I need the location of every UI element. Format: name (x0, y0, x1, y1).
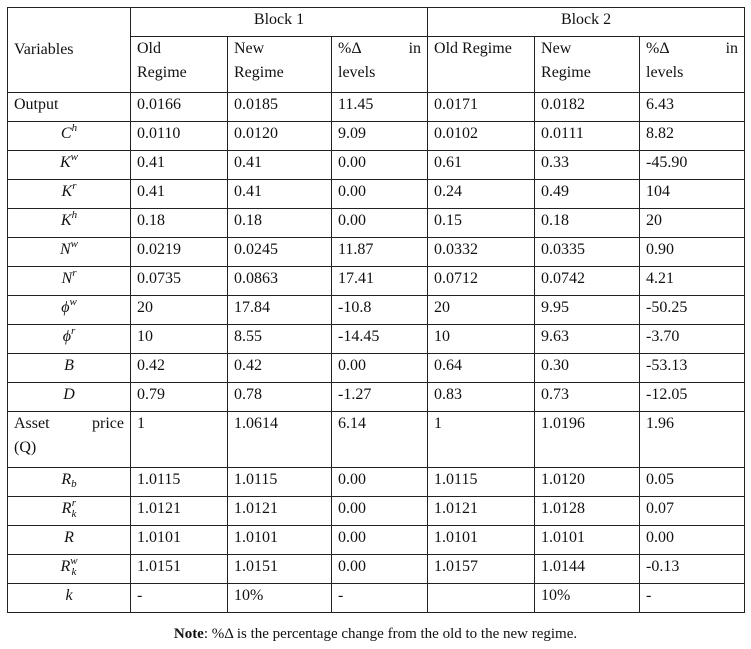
table-row (8, 468, 745, 497)
header-block-2: Block 2 (428, 8, 745, 37)
row-variable: ϕ w (8, 296, 131, 325)
cell-b2-pct: 0.90 (640, 238, 745, 267)
cell-b2-pct: 0.05 (640, 468, 745, 497)
table-row (8, 267, 745, 296)
cell-b1-old: - (131, 584, 228, 613)
cell-b1-new: 8.55 (228, 325, 332, 354)
cell-b1-new: 1.0101 (228, 526, 332, 555)
cell-b1-old: 1.0101 (131, 526, 228, 555)
cell-b2-new: 0.33 (535, 151, 640, 180)
cell-b2-old: 1.0121 (428, 497, 535, 526)
header-block-1: Block 1 (131, 8, 428, 37)
cell-b1-pct: -1.27 (332, 383, 428, 412)
row-variable: B (8, 354, 131, 383)
header-b2-new: New Regime (535, 37, 640, 93)
cell-b2-old: 0.0102 (428, 122, 535, 151)
cell-b2-new: 1.0120 (535, 468, 640, 497)
results-table (7, 7, 745, 613)
cell-b1-new: 0.0120 (228, 122, 332, 151)
cell-b2-pct: -50.25 (640, 296, 745, 325)
table-row (8, 296, 745, 325)
cell-b2-new: 1.0128 (535, 497, 640, 526)
cell-b1-old: 0.41 (131, 151, 228, 180)
table-row (8, 354, 745, 383)
header-b1-pct: %Δ in levels (332, 37, 428, 93)
row-variable: Asset price (Q) (8, 412, 131, 468)
cell-b2-new: 0.0335 (535, 238, 640, 267)
cell-b2-pct: 0.00 (640, 526, 745, 555)
cell-b2-new: 10% (535, 584, 640, 613)
header-b1-new: New Regime (228, 37, 332, 93)
cell-b1-pct: 9.09 (332, 122, 428, 151)
cell-b1-pct: - (332, 584, 428, 613)
row-variable: R r k (8, 497, 131, 526)
cell-b1-pct: 0.00 (332, 526, 428, 555)
cell-b1-new: 1.0151 (228, 555, 332, 584)
cell-b2-pct: 1.96 (640, 412, 745, 468)
cell-b1-pct: 0.00 (332, 151, 428, 180)
row-variable: D (8, 383, 131, 412)
cell-b2-pct: -3.70 (640, 325, 745, 354)
cell-b1-pct: 0.00 (332, 497, 428, 526)
cell-b2-pct: -12.05 (640, 383, 745, 412)
cell-b2-old: 1 (428, 412, 535, 468)
row-variable: N r (8, 267, 131, 296)
row-variable: K w (8, 151, 131, 180)
cell-b2-pct: - (640, 584, 745, 613)
header-b2-old: Old Regime (428, 37, 535, 93)
cell-b2-pct: 4.21 (640, 267, 745, 296)
cell-b2-pct: -53.13 (640, 354, 745, 383)
cell-b2-old: 20 (428, 296, 535, 325)
cell-b2-old: 0.0712 (428, 267, 535, 296)
table-row (8, 93, 745, 122)
cell-b2-old: 0.0171 (428, 93, 535, 122)
cell-b1-pct: -10.8 (332, 296, 428, 325)
cell-b2-old: 0.24 (428, 180, 535, 209)
row-variable: N w (8, 238, 131, 267)
cell-b1-new: 1.0614 (228, 412, 332, 468)
cell-b1-new: 0.41 (228, 180, 332, 209)
cell-b1-pct: 0.00 (332, 555, 428, 584)
results-table-container (7, 7, 744, 613)
cell-b1-new: 0.0185 (228, 93, 332, 122)
cell-b2-old: 1.0101 (428, 526, 535, 555)
cell-b2-old: 0.64 (428, 354, 535, 383)
table-row (8, 412, 745, 468)
cell-b2-new: 1.0101 (535, 526, 640, 555)
cell-b1-pct: 11.45 (332, 93, 428, 122)
table-row (8, 526, 745, 555)
cell-b1-old: 0.41 (131, 180, 228, 209)
cell-b1-pct: 6.14 (332, 412, 428, 468)
table-note: Note: %Δ is the percentage change from the old to the new regime. (173, 626, 578, 642)
cell-b2-old (428, 584, 535, 613)
cell-b2-new: 0.0111 (535, 122, 640, 151)
cell-b1-old: 1.0115 (131, 468, 228, 497)
cell-b2-old: 0.15 (428, 209, 535, 238)
cell-b2-pct: 20 (640, 209, 745, 238)
cell-b1-old: 20 (131, 296, 228, 325)
cell-b1-new: 0.0245 (228, 238, 332, 267)
cell-b2-pct: 0.07 (640, 497, 745, 526)
header-row-blocks (8, 8, 745, 37)
cell-b1-new: 17.84 (228, 296, 332, 325)
cell-b1-old: 1 (131, 412, 228, 468)
cell-b1-pct: 0.00 (332, 468, 428, 497)
table-row (8, 584, 745, 613)
cell-b1-old: 10 (131, 325, 228, 354)
row-variable: C h (8, 122, 131, 151)
cell-b1-new: 0.42 (228, 354, 332, 383)
cell-b1-pct: 11.87 (332, 238, 428, 267)
table-row (8, 151, 745, 180)
cell-b1-pct: -14.45 (332, 325, 428, 354)
cell-b1-new: 0.0863 (228, 267, 332, 296)
cell-b1-old: 0.0219 (131, 238, 228, 267)
header-b2-pct: %Δ in levels (640, 37, 745, 93)
cell-b2-new: 0.0742 (535, 267, 640, 296)
table-row (8, 238, 745, 267)
cell-b2-old: 0.61 (428, 151, 535, 180)
cell-b1-pct: 0.00 (332, 354, 428, 383)
cell-b2-pct: 8.82 (640, 122, 745, 151)
cell-b2-new: 1.0144 (535, 555, 640, 584)
cell-b2-new: 9.63 (535, 325, 640, 354)
row-variable: Output (8, 93, 131, 122)
cell-b2-old: 1.0157 (428, 555, 535, 584)
cell-b2-new: 0.30 (535, 354, 640, 383)
row-variable: ϕ r (8, 325, 131, 354)
table-row (8, 555, 745, 584)
cell-b2-new: 1.0196 (535, 412, 640, 468)
table-row (8, 180, 745, 209)
cell-b1-new: 1.0115 (228, 468, 332, 497)
row-variable: K h (8, 209, 131, 238)
cell-b2-new: 9.95 (535, 296, 640, 325)
row-variable: R b (8, 468, 131, 497)
cell-b2-pct: -45.90 (640, 151, 745, 180)
cell-b2-new: 0.18 (535, 209, 640, 238)
cell-b1-new: 0.18 (228, 209, 332, 238)
cell-b1-new: 10% (228, 584, 332, 613)
cell-b1-new: 0.78 (228, 383, 332, 412)
table-row (8, 383, 745, 412)
table-row (8, 209, 745, 238)
cell-b1-pct: 17.41 (332, 267, 428, 296)
cell-b2-pct: -0.13 (640, 555, 745, 584)
cell-b1-old: 0.0166 (131, 93, 228, 122)
cell-b1-old: 0.42 (131, 354, 228, 383)
cell-b1-new: 0.41 (228, 151, 332, 180)
row-variable: R w k (8, 555, 131, 584)
cell-b1-old: 0.0110 (131, 122, 228, 151)
cell-b1-old: 0.18 (131, 209, 228, 238)
cell-b2-new: 0.73 (535, 383, 640, 412)
cell-b1-pct: 0.00 (332, 180, 428, 209)
cell-b1-old: 0.0735 (131, 267, 228, 296)
cell-b2-old: 0.83 (428, 383, 535, 412)
cell-b1-old: 0.79 (131, 383, 228, 412)
table-row (8, 325, 745, 354)
cell-b1-new: 1.0121 (228, 497, 332, 526)
table-row (8, 122, 745, 151)
table-row (8, 497, 745, 526)
cell-b2-old: 10 (428, 325, 535, 354)
row-variable: k (8, 584, 131, 613)
cell-b2-new: 0.0182 (535, 93, 640, 122)
cell-b1-pct: 0.00 (332, 209, 428, 238)
header-variables: Variables (8, 8, 131, 93)
row-variable: R (8, 526, 131, 555)
row-variable: K r (8, 180, 131, 209)
cell-b2-pct: 6.43 (640, 93, 745, 122)
cell-b2-new: 0.49 (535, 180, 640, 209)
cell-b2-old: 0.0332 (428, 238, 535, 267)
cell-b2-old: 1.0115 (428, 468, 535, 497)
cell-b1-old: 1.0121 (131, 497, 228, 526)
header-b1-old: Old Regime (131, 37, 228, 93)
cell-b1-old: 1.0151 (131, 555, 228, 584)
cell-b2-pct: 104 (640, 180, 745, 209)
